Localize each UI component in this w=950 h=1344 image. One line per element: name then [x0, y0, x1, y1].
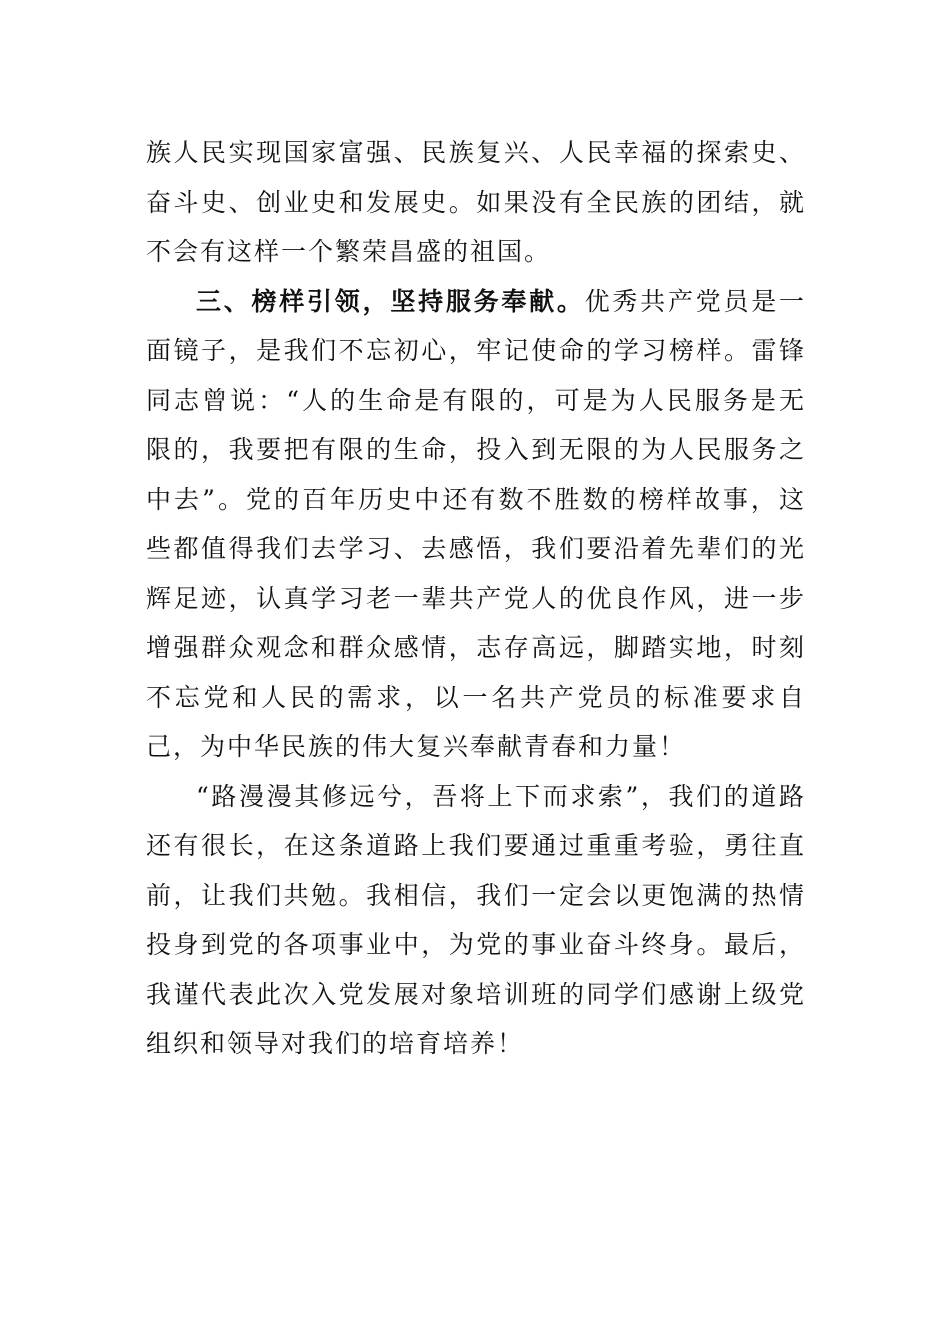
paragraph-closing: “路漫漫其修远兮，吾将上下而求索”，我们的道路还有很长，在这条道路上我们要通过重重考验，勇往直前，让我们共勉。我相信，我们一定会以更饱满的热情投身到党的各项事业中，为党的事业奋斗终身。最后，我谨代表此次入党发展对象培训班的同学们感谢上级党组织和领导对我们的培育培养！ — [146, 781, 806, 1058]
section-heading: 三、榜样引领，坚持服务奉献。 — [196, 286, 585, 316]
document-page — [146, 128, 806, 1069]
paragraph-continuation: 族人民实现国家富强、民族复兴、人民幸福的探索史、奋斗史、创业史和发展史。如果没有全民族的团结，就不会有这样一个繁荣昌盛的祖国。 — [146, 138, 806, 266]
paragraph-body: 优秀共产党员是一面镜子，是我们不忘初心，牢记使命的学习榜样。雷锋同志曾说：“人的生命是有限的，可是为人民服务是无限的，我要把有限的生命，投入到无限的为人民服务之中去”。党的百年历史中还有数不胜数的榜样故事，这些都值得我们去学习、去感悟，我们要沿着先辈们的光辉足迹，认真学习老一辈共产党人的优良作风，进一步增强群众观念和群众感情，志存高远，脚踏实地，时刻不忘党和人民的需求，以一名共产党员的标准要求自己，为中华民族的伟大复兴奉献青春和力量！ — [146, 286, 806, 761]
paragraph-role-models — [146, 277, 806, 772]
